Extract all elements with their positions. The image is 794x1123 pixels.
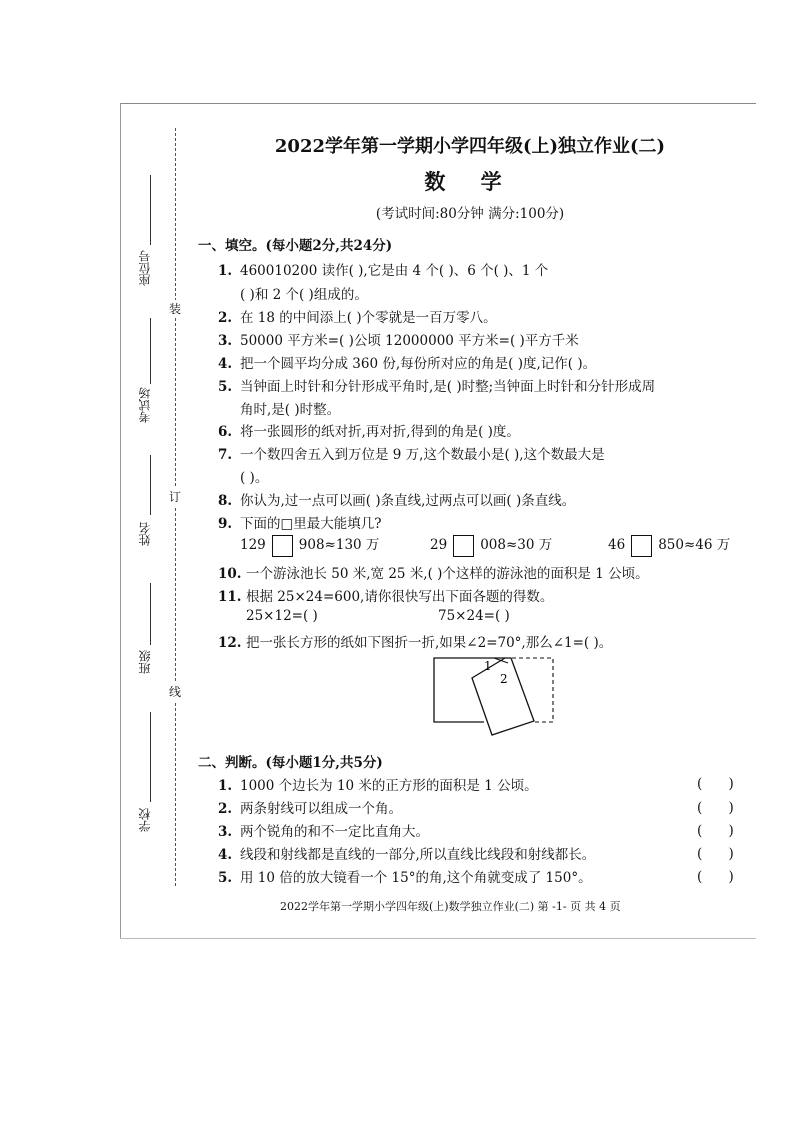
question-text: 线段和射线都是直线的一部分,所以直线比线段和射线都长。 [240, 847, 596, 863]
q9-item-3 [608, 533, 730, 557]
binding-word-xian: 线 [169, 685, 182, 699]
question-number: 4. [218, 356, 233, 372]
question-11 [218, 585, 553, 605]
question-text: 把一个圆平均分成 360 份,每份所对应的角是( )度,记作( )。 [240, 356, 597, 372]
question-9 [218, 512, 382, 532]
school-label: 学校 [138, 808, 152, 832]
page-footer: 2022学年第一学期小学四年级(上)数学独立作业(二) 第 -1- 页 共 4 页 [280, 900, 621, 913]
answer-box[interactable] [272, 535, 293, 557]
question-text: 你认为,过一点可以画( )条直线,过两点可以画( )条直线。 [240, 493, 576, 509]
question-12 [218, 631, 612, 651]
judge-answer-5[interactable]: ( ) [697, 869, 734, 885]
fold-crease [494, 658, 508, 663]
question-number: 12. [218, 635, 242, 651]
page-title: 2022学年第一学期小学四年级(上)独立作业(二) [274, 136, 666, 157]
question-5 [218, 375, 655, 395]
exam-info: (考试时间:80分钟 满分:100分) [375, 206, 565, 222]
q9-item-after: 008≈30 万 [480, 537, 553, 553]
section2-heading: 二、判断。(每小题1分,共5分) [198, 755, 383, 771]
angle-1-label: 1 [484, 659, 492, 673]
question-number: 4. [218, 847, 233, 863]
judge-item-5 [218, 866, 592, 886]
question-text: 一个游泳池长 50 米,宽 25 米,( )个这样的游泳池的面积是 1 公顷。 [246, 566, 649, 582]
q11-part-a: 25×12=( ) [246, 608, 318, 624]
judge-item-1 [218, 774, 538, 794]
question-text: 460010200 读作( ),它是由 4 个( )、6 个( )、1 个 [240, 263, 549, 279]
question-number: 3. [218, 333, 233, 349]
question-text: 1000 个边长为 10 米的正方形的面积是 1 公顷。 [240, 778, 538, 794]
binding-word-zhuang: 装 [169, 302, 182, 316]
q11-part-b: 75×24=( ) [438, 608, 510, 624]
fold-dashed-outline [505, 658, 553, 722]
question-8 [218, 489, 575, 509]
q9-item-before: 129 [240, 537, 266, 553]
judge-answer-4[interactable]: ( ) [697, 846, 734, 862]
angle-2-label: 2 [500, 672, 508, 686]
paper-outline [434, 658, 505, 722]
name-label: 姓名 [138, 522, 152, 546]
judge-answer-1[interactable]: ( ) [697, 776, 734, 792]
question-text: 两个锐角的和不一定比直角大。 [240, 824, 429, 840]
seat-number-label: 座位号 [138, 250, 152, 286]
judge-answer-2[interactable]: ( ) [697, 800, 734, 816]
question-text: 50000 平方米=( )公顷 12000000 平方米=( )平方千米 [240, 333, 579, 349]
folded-flap [472, 658, 534, 735]
q9-item-after: 908≈130 万 [298, 537, 380, 553]
question-text: 当钟面上时针和分针形成平角时,是( )时整;当钟面上时针和分针形成周 [240, 379, 656, 395]
question-number: 9. [218, 516, 233, 532]
question-4 [218, 352, 596, 372]
judge-item-2 [218, 797, 402, 817]
question-10 [218, 562, 649, 582]
question-number: 3. [218, 824, 233, 840]
judge-answer-3[interactable]: ( ) [697, 823, 734, 839]
class-line [150, 583, 151, 645]
judge-item-3 [218, 820, 429, 840]
answer-box[interactable] [631, 535, 652, 557]
judge-item-4 [218, 843, 595, 863]
scan-edge-bottom [120, 938, 756, 939]
question-number: 2. [218, 801, 233, 817]
scan-edge-top [120, 103, 756, 104]
question-1-line2: ( )和 2 个( )组成的。 [240, 287, 368, 303]
question-6 [218, 420, 520, 440]
question-number: 6. [218, 424, 233, 440]
question-7 [218, 443, 605, 463]
question-number: 11. [218, 589, 242, 605]
seat-number-line [150, 175, 151, 245]
section1-heading: 一、填空。(每小题2分,共24分) [198, 238, 393, 254]
q9-item-1 [240, 533, 379, 557]
question-text: 两条射线可以组成一个角。 [240, 801, 402, 817]
question-number: 5. [218, 379, 233, 395]
question-text: 将一张圆形的纸对折,再对折,得到的角是( )度。 [240, 424, 520, 440]
class-label: 班级 [138, 650, 152, 674]
binding-dashed-line [175, 128, 176, 886]
question-text: 一个数四舍五入到万位是 9 万,这个数最小是( ),这个数最大是 [240, 447, 605, 463]
question-5-line2: 角时,是( )时整。 [240, 402, 341, 418]
question-text: 根据 25×24=600,请你很快写出下面各题的得数。 [246, 589, 554, 605]
question-number: 10. [218, 566, 242, 582]
scan-edge-left [120, 103, 121, 938]
question-number: 1. [218, 778, 233, 794]
question-number: 5. [218, 870, 233, 886]
question-number: 7. [218, 447, 233, 463]
exam-room-label: 考试场 [138, 387, 152, 423]
name-line [150, 455, 151, 515]
question-text: 把一张长方形的纸如下图折一折,如果∠2=70°,那么∠1=( )。 [246, 635, 613, 651]
question-text: 下面的□里最大能填几? [240, 516, 382, 532]
question-1 [218, 259, 548, 279]
answer-box[interactable] [453, 535, 474, 557]
binding-word-ding: 订 [169, 490, 182, 504]
q9-item-after: 850≈46 万 [658, 537, 731, 553]
subject-title: 数 学 [424, 169, 516, 194]
school-line [150, 712, 151, 802]
question-number: 8. [218, 493, 233, 509]
question-number: 1. [218, 263, 233, 279]
exam-room-line [150, 318, 151, 384]
q9-item-2 [430, 533, 552, 557]
q9-item-before: 46 [608, 537, 626, 553]
question-2 [218, 306, 497, 326]
question-number: 2. [218, 310, 233, 326]
question-text: 在 18 的中间添上( )个零就是一百万零八。 [240, 310, 497, 326]
folded-paper-figure [430, 655, 560, 740]
question-7-line2: ( )。 [240, 470, 269, 486]
question-3 [218, 329, 579, 349]
question-text: 用 10 倍的放大镜看一个 15°的角,这个角就变成了 150°。 [240, 870, 592, 886]
q9-item-before: 29 [430, 537, 448, 553]
